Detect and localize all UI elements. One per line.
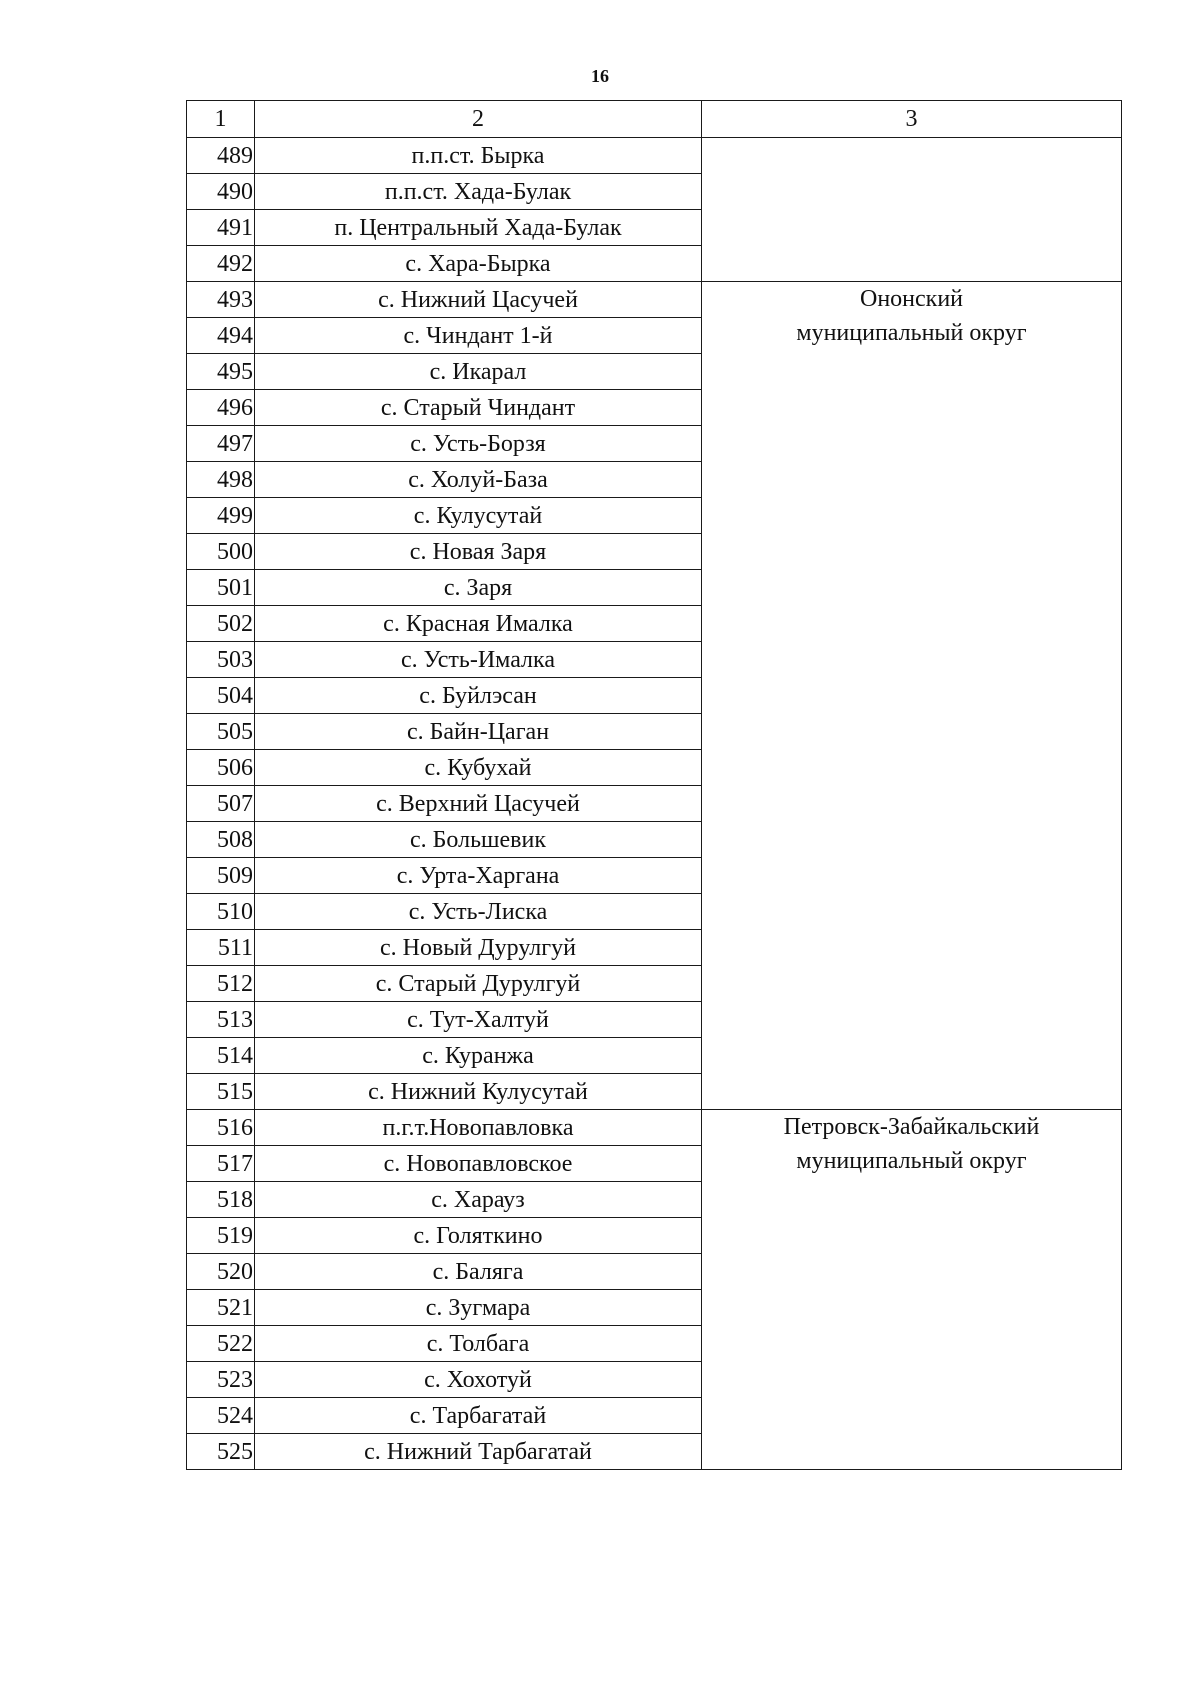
settlement-name: с. Холуй-База	[255, 462, 702, 498]
row-number: 489	[187, 138, 255, 174]
table-row	[187, 1110, 1122, 1146]
row-number: 512	[187, 966, 255, 1002]
row-number: 504	[187, 678, 255, 714]
row-number: 499	[187, 498, 255, 534]
row-number: 506	[187, 750, 255, 786]
district-name-line: Ононский	[859, 286, 964, 312]
settlement-name: с. Икарал	[255, 354, 702, 390]
settlement-name: с. Старый Чиндант	[255, 390, 702, 426]
settlement-name: с. Старый Дурулгуй	[255, 966, 702, 1002]
row-number: 517	[187, 1146, 255, 1182]
settlement-name: с. Усть-Борзя	[255, 426, 702, 462]
row-number: 507	[187, 786, 255, 822]
settlement-name: с. Нижний Тарбагатай	[255, 1434, 702, 1470]
settlement-name: с. Усть-Лиска	[255, 894, 702, 930]
settlement-name: п.п.ст. Бырка	[255, 138, 702, 174]
settlement-name: с. Харауз	[255, 1182, 702, 1218]
row-number: 498	[187, 462, 255, 498]
settlement-name: с. Тарбагатай	[255, 1398, 702, 1434]
settlement-name: с. Усть-Ималка	[255, 642, 702, 678]
row-number: 518	[187, 1182, 255, 1218]
row-number: 497	[187, 426, 255, 462]
row-number: 502	[187, 606, 255, 642]
settlement-name: с. Байн-Цаган	[255, 714, 702, 750]
row-number: 490	[187, 174, 255, 210]
settlement-name: с. Голяткино	[255, 1218, 702, 1254]
settlement-name: п.г.т.Новопавловка	[255, 1110, 702, 1146]
row-number: 494	[187, 318, 255, 354]
settlement-name: с. Хара-Бырка	[255, 246, 702, 282]
settlement-name: с. Новая Заря	[255, 534, 702, 570]
district-name-line: муниципальный округ	[796, 320, 1027, 346]
row-number: 500	[187, 534, 255, 570]
row-number: 522	[187, 1326, 255, 1362]
table-row	[187, 138, 1122, 174]
district-cell	[702, 1110, 1122, 1470]
page-number: 16	[591, 66, 609, 86]
table-body	[187, 101, 1122, 1470]
row-number: 521	[187, 1290, 255, 1326]
settlement-name: с. Красная Ималка	[255, 606, 702, 642]
row-number: 520	[187, 1254, 255, 1290]
row-number: 509	[187, 858, 255, 894]
row-number: 492	[187, 246, 255, 282]
row-number: 496	[187, 390, 255, 426]
settlement-name: с. Верхний Цасучей	[255, 786, 702, 822]
settlement-name: с. Тут-Халтуй	[255, 1002, 702, 1038]
settlement-name: с. Новый Дурулгуй	[255, 930, 702, 966]
district-name-line: муниципальный округ	[796, 1148, 1027, 1174]
table-row	[187, 282, 1122, 318]
settlement-name: с. Нижний Цасучей	[255, 282, 702, 318]
settlement-name: с. Буйлэсан	[255, 678, 702, 714]
row-number: 523	[187, 1362, 255, 1398]
row-number: 519	[187, 1218, 255, 1254]
row-number: 524	[187, 1398, 255, 1434]
row-number: 514	[187, 1038, 255, 1074]
settlement-name: с. Кубухай	[255, 750, 702, 786]
row-number: 525	[187, 1434, 255, 1470]
settlement-name: с. Хохотуй	[255, 1362, 702, 1398]
row-number: 515	[187, 1074, 255, 1110]
row-number: 516	[187, 1110, 255, 1146]
row-number: 491	[187, 210, 255, 246]
row-number: 503	[187, 642, 255, 678]
row-number: 508	[187, 822, 255, 858]
row-number: 495	[187, 354, 255, 390]
table-header-row	[187, 101, 1122, 138]
row-number: 501	[187, 570, 255, 606]
row-number: 513	[187, 1002, 255, 1038]
settlement-name: с. Кулусутай	[255, 498, 702, 534]
district-cell	[702, 282, 1122, 1110]
settlement-name: с. Заря	[255, 570, 702, 606]
district-cell	[702, 138, 1122, 282]
settlement-name: с. Куранжа	[255, 1038, 702, 1074]
settlement-name: с. Новопавловское	[255, 1146, 702, 1182]
district-name-line: Петровск-Забайкальский	[783, 1114, 1040, 1140]
settlement-name: с. Чиндант 1-й	[255, 318, 702, 354]
header-col-3: 3	[702, 101, 1122, 138]
settlement-name: п.п.ст. Хада-Булак	[255, 174, 702, 210]
settlement-name: с. Толбага	[255, 1326, 702, 1362]
row-number: 493	[187, 282, 255, 318]
settlement-name: с. Урта-Харгана	[255, 858, 702, 894]
settlement-name: п. Центральный Хада-Булак	[255, 210, 702, 246]
header-col-1: 1	[187, 101, 255, 138]
settlements-table	[186, 100, 1122, 1470]
row-number: 511	[187, 930, 255, 966]
settlement-name: с. Нижний Кулусутай	[255, 1074, 702, 1110]
header-col-2: 2	[255, 101, 702, 138]
row-number: 505	[187, 714, 255, 750]
settlement-name: с. Большевик	[255, 822, 702, 858]
settlement-name: с. Баляга	[255, 1254, 702, 1290]
row-number: 510	[187, 894, 255, 930]
settlement-name: с. Зугмара	[255, 1290, 702, 1326]
